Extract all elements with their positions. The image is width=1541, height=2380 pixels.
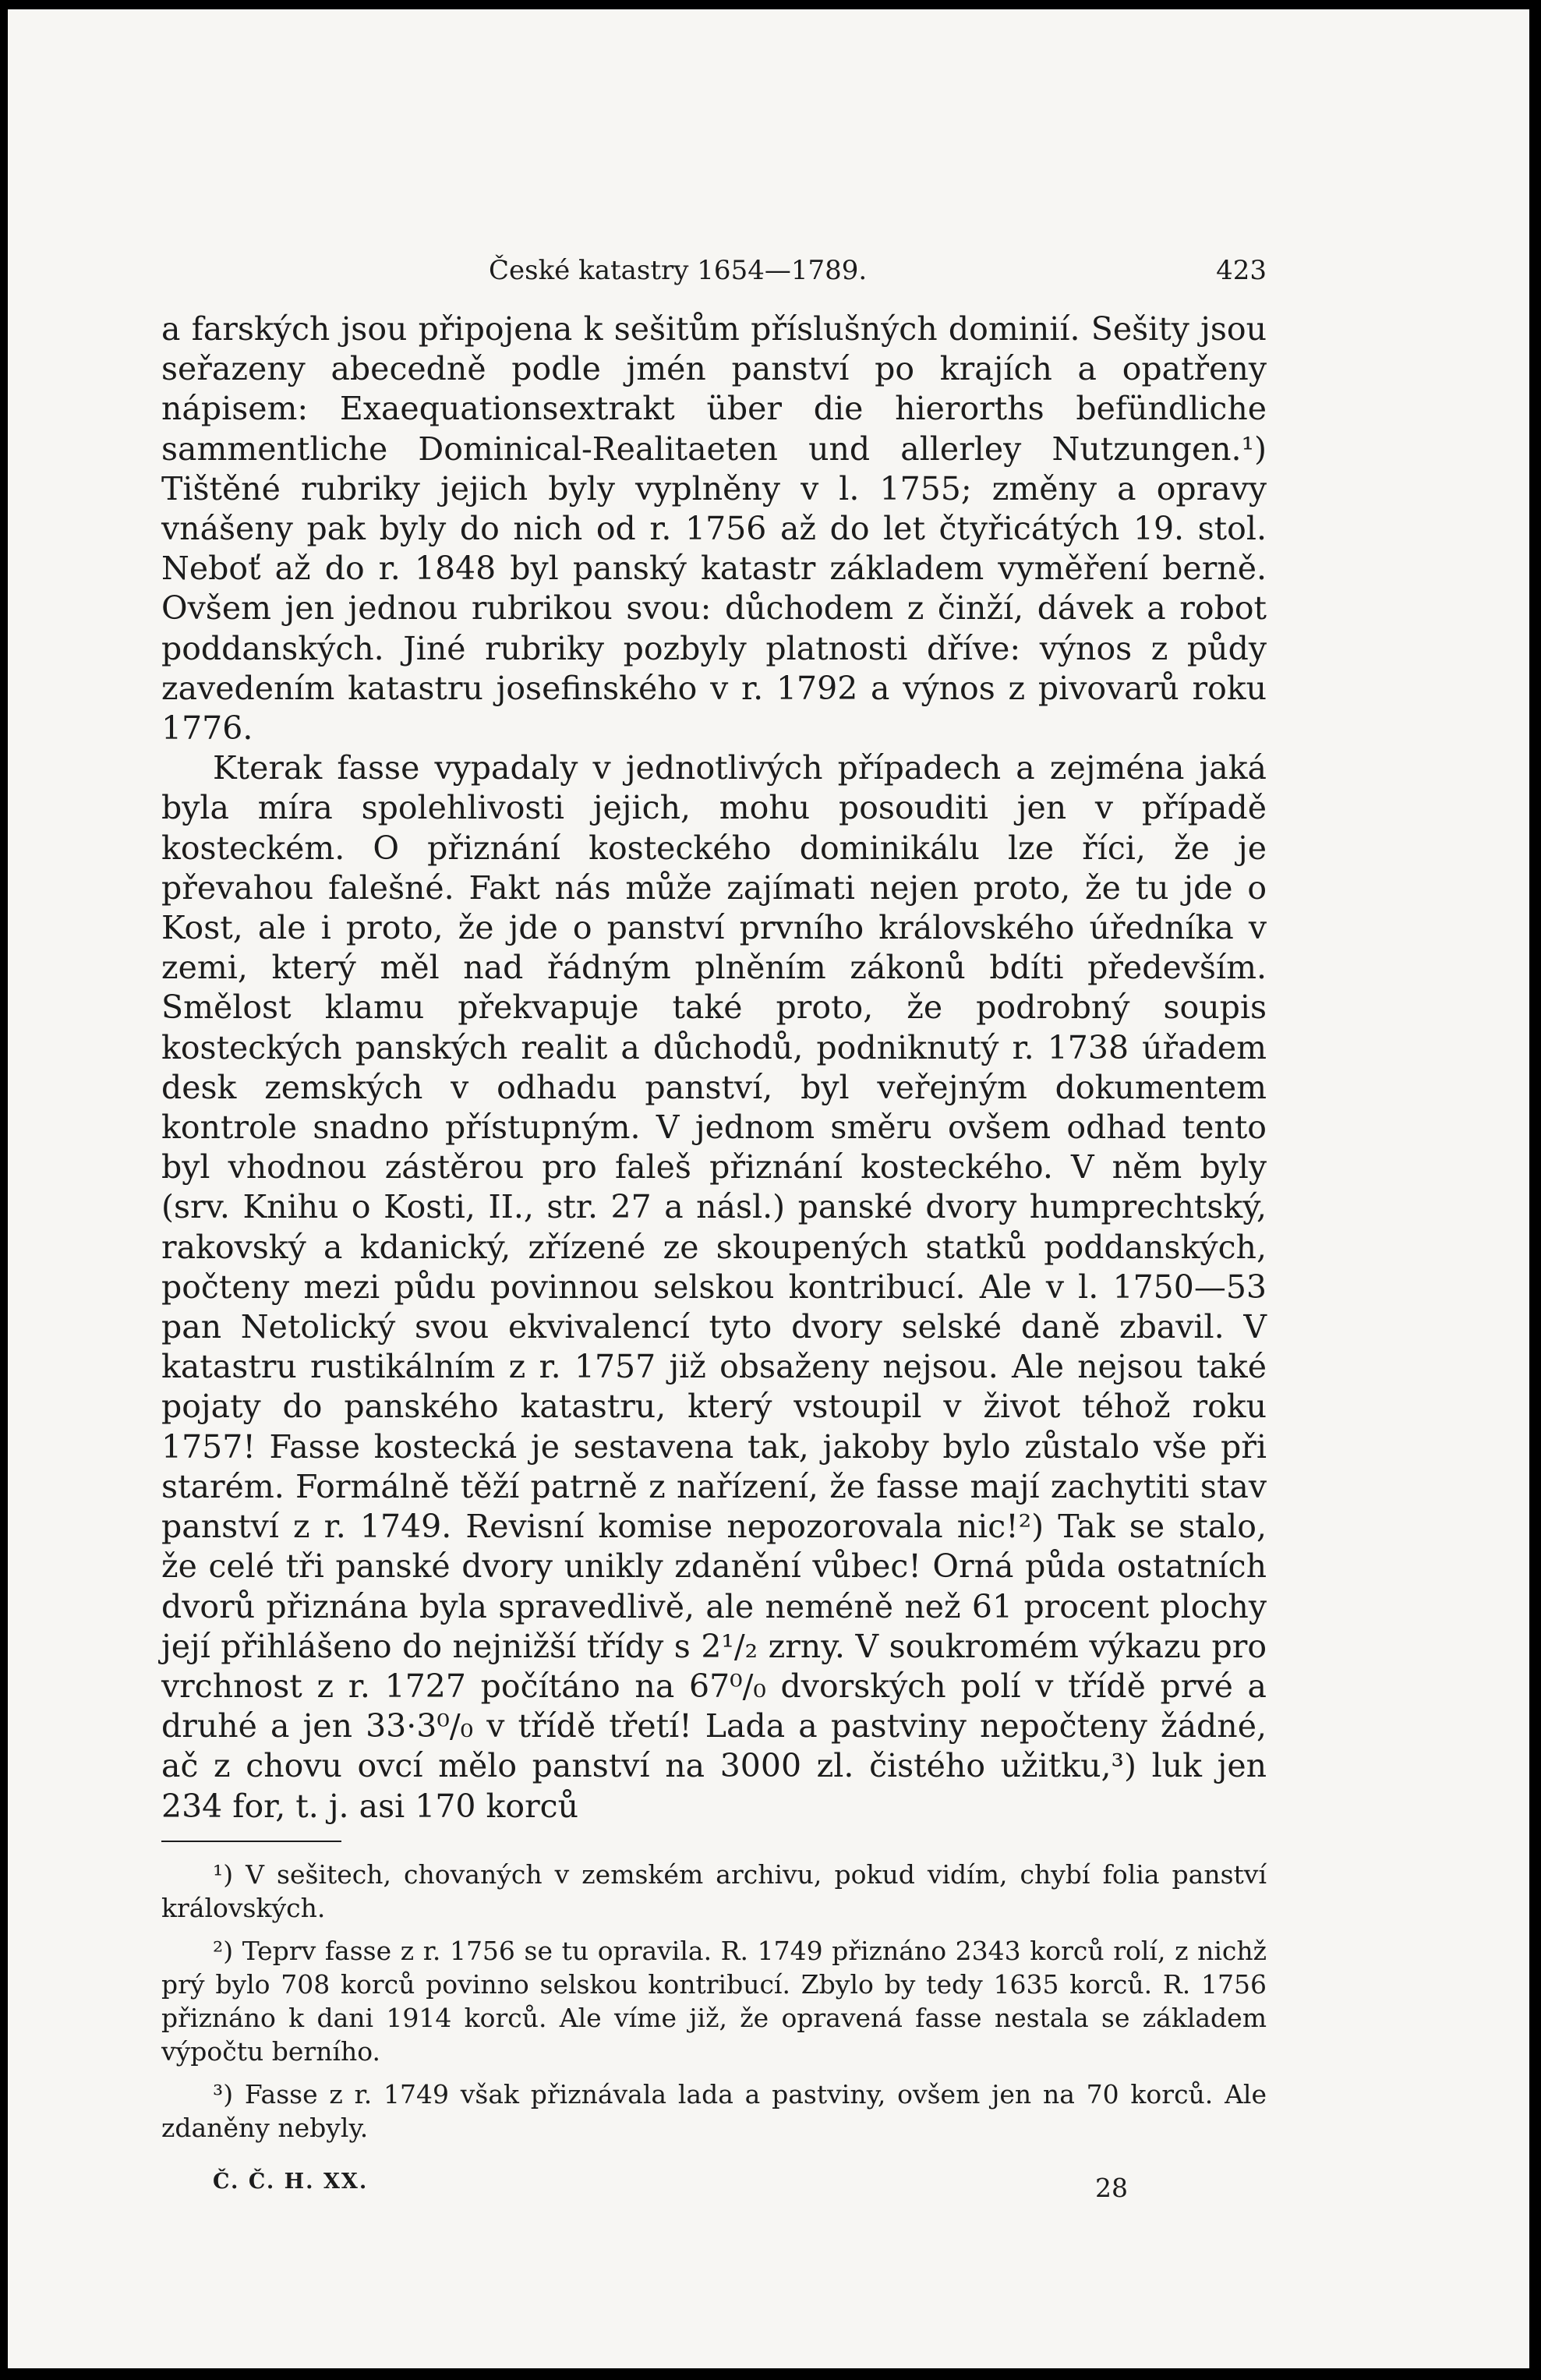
- page-number: 423: [1216, 255, 1267, 286]
- running-head: [161, 247, 1267, 294]
- footnote-1: ¹) V sešitech, chovaných v zemském archivu, pokud vidím, chybí folia panství královských.: [161, 1858, 1267, 1923]
- sheet-signature: Č. Č. H. XX.: [213, 2169, 369, 2194]
- body-text: [161, 309, 1267, 1827]
- sheet-signature-line: [161, 2162, 1267, 2205]
- running-head-title: České katastry 1654—1789.: [489, 255, 868, 286]
- footnote-3: ³) Fasse z r. 1749 však přiznávala lada a pastviny, ovšem jen na 70 korců. Ale zdaněny nebyly.: [161, 2078, 1267, 2143]
- footnote-divider: [161, 1841, 341, 1842]
- page-content: [161, 247, 1267, 2205]
- paragraph-2: Kterak fasse vypadaly v jednotlivých případech a zejména jaká byla míra spolehlivosti jejich, mohu posouditi jen v případě kosteckém. O přiznání kosteckého dominikálu lze říci, že je převahou falešné. Fakt nás může zajímati nejen proto, že tu jde o Kost, ale i proto, že jde o panství prvního královského úředníka v zemi, který měl nad řádným plněním zákonů bdíti především. Smělost klamu překvapuje také proto, že podrobný soupis kosteckých panských realit a důchodů, podniknutý r. 1738 úřadem desk zemských v odhadu panství, byl veřejným dokumentem kontrole snadno přístupným. V jednom směru ovšem odhad tento byl vhodnou zástěrou pro faleš přiznání kosteckého. V něm byly (srv. Knihu o Kosti, II., str. 27 a násl.) panské dvory humprechtský, rakovský a kdanický, zřízené ze skoupených statků poddanských, počteny mezi půdu povinnou selskou kontribucí. Ale v l. 1750—53 pan Netolický svou ekvivalencí tyto dvory selské daně zbavil. V katastru rustikálním z r. 1757 již obsaženy nejsou. Ale nejsou také pojaty do panského katastru, který vstoupil v život téhož roku 1757! Fasse kostecká je sestavena tak, jakoby bylo zůstalo vše při starém. Formálně těží patrně z nařízení, že fasse mají zachytiti stav panství z r. 1749. Revisní komise nepozorovala nic!²) Tak se stalo, že celé tři panské dvory unikly zdanění vůbec! Orná půda ostatních dvorů přiznána byla spravedlivě, ale neméně než 61 procent plochy její přihlášeno do nejnižší třídy s 2¹/₂ zrny. V soukromém výkazu pro vrchnost z r. 1727 počítáno na 67⁰/₀ dvorských polí v třídě prvé a druhé a jen 33·3⁰/₀ v třídě třetí! Lada a pastviny nepočteny žádné, ač z chovu ovcí mělo panství na 3000 zl. čistého užitku,³) luk jen 234 for, t. j. asi 170 korců: [161, 749, 1267, 1825]
- paragraph-1: a farských jsou připojena k sešitům příslušných dominií. Sešity jsou seřazeny abecedně podle jmén panství po krajích a opatřeny nápisem: Exaequationsextrakt über die hierorths befündliche sammentliche Dominical-Realitaeten und allerley Nutzungen.¹) Tištěné rubriky jejich byly vyplněny v l. 1755; změny a opravy vnášeny pak byly do nich od r. 1756 až do let čtyřicátých 19. stol. Neboť až do r. 1848 byl panský katastr základem vyměření berně. Ovšem jen jednou rubrikou svou: důchodem z činží, dávek a robot poddanských. Jiné rubriky pozbyly platnosti dříve: výnos z půdy zavedením katastru josefinského v r. 1792 a výnos z pivovarů roku 1776.: [161, 310, 1267, 748]
- footnote-2: ²) Teprv fasse z r. 1756 se tu opravila. R. 1749 přiznáno 2343 korců rolí, z nichž prý bylo 708 korců povinno selskou kontribucí. Zbylo by tedy 1635 korců. R. 1756 přiznáno k dani 1914 korců. Ale víme již, že opravená fasse nestala se základem výpočtu berního.: [161, 1935, 1267, 2067]
- scanned-page: [8, 9, 1529, 2368]
- footnotes: [161, 1858, 1267, 2145]
- sheet-number: 28: [1095, 2172, 1128, 2203]
